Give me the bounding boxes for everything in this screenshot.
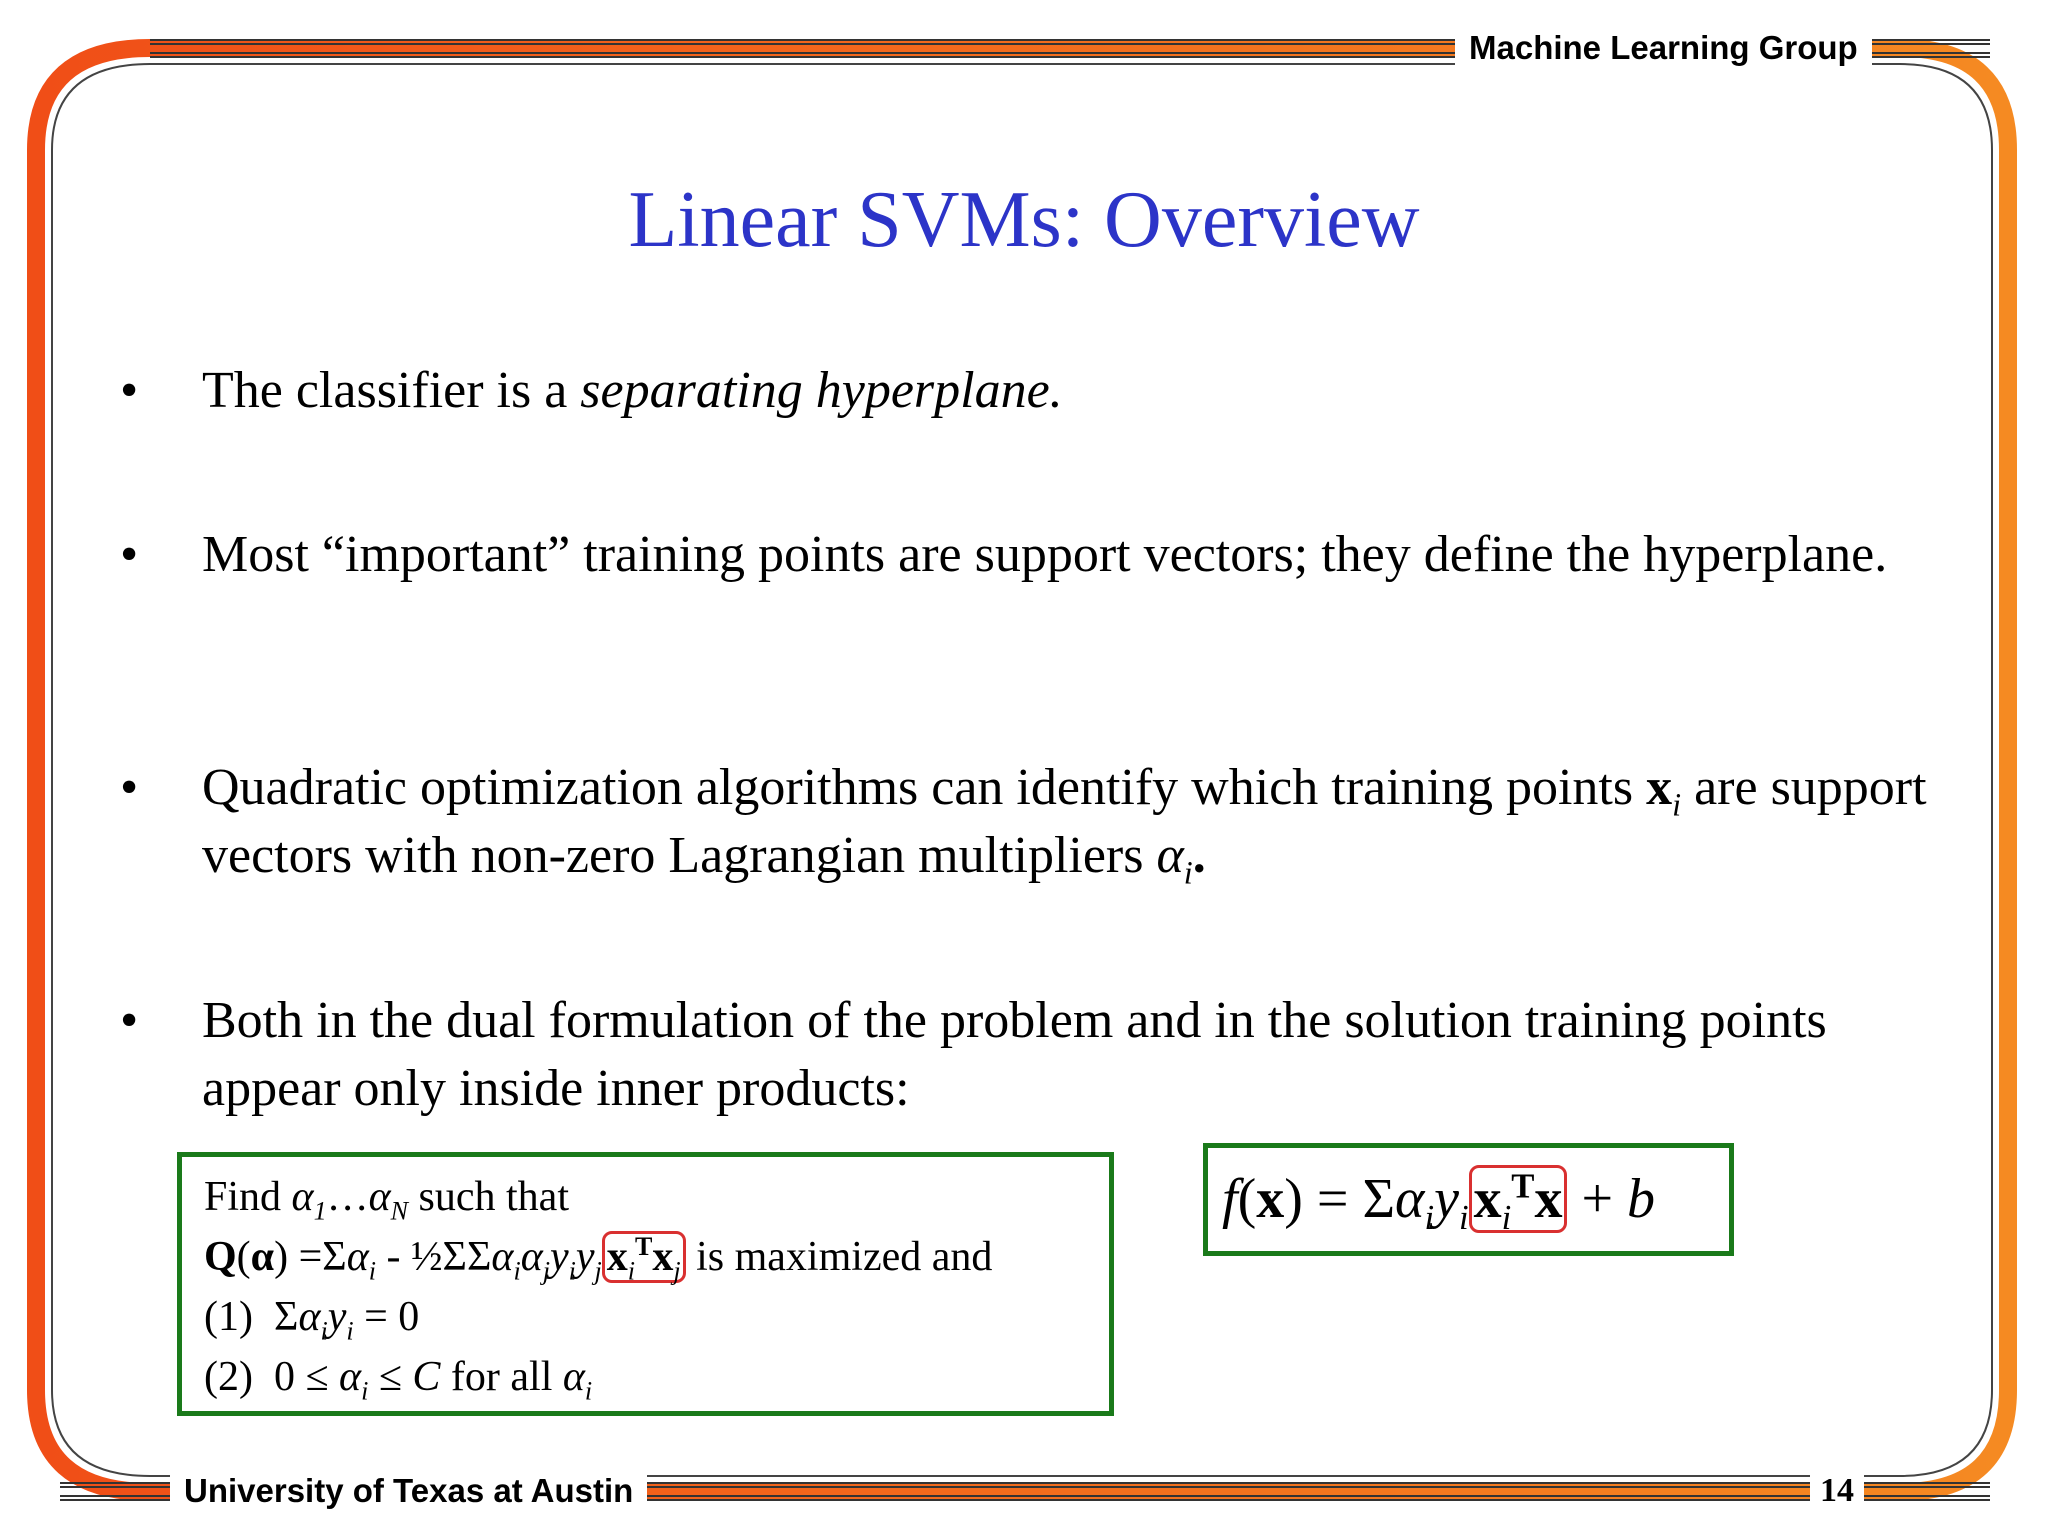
- inner-product-highlight: $x_i^Tx$: [1469, 1165, 1568, 1233]
- bullet-2: [120, 521, 1940, 589]
- decision-function: $f(x) = \Sigma\alpha_iy_ix_i^Tx + b$: [1222, 1166, 1656, 1238]
- bullet-3-text-b: are support vectors with non-zero Lagrangian multipliers: [202, 759, 1927, 884]
- dual-problem-box: [177, 1152, 1114, 1416]
- decision-function-box: [1203, 1143, 1734, 1256]
- bullet-3-text-a: Quadratic optimization algorithms can identify which training points: [202, 759, 1647, 816]
- bullet-1-text: The classifier is a: [202, 362, 581, 419]
- bullet-mark: •: [120, 759, 139, 816]
- header-org-label: Machine Learning Group: [1455, 24, 1872, 72]
- page-number: 14: [1810, 1466, 1864, 1516]
- bullet-2-text: Most “important” training points are support vectors; they define the hyperplane.: [202, 526, 1888, 583]
- bullet-mark: •: [120, 362, 139, 419]
- slide-title: Linear SVMs: Overview: [628, 176, 1420, 264]
- dual-line-objective: $Q(\alpha) =\Sigma\alpha_i$ - $\frac{1}{2}\Sigma\Sigma\alpha_i\alpha_jy_iy_j$ $x_i^Tx_j$ is maximized and: [204, 1232, 993, 1286]
- bullet-mark: •: [120, 992, 139, 1049]
- dual-line-constraint-2: (2) $0 \le \alpha_i \le C$ for all $\alpha_i$: [204, 1354, 593, 1406]
- bullet-4-text: Both in the dual formulation of the problem and in the solution training points appear only inside inner products:: [202, 992, 1827, 1117]
- dual-line-find: Find $\alpha_1\dots\alpha_N$ such that: [204, 1174, 569, 1226]
- inner-product-highlight: $x_i^Tx_j$: [602, 1231, 686, 1283]
- bullet-4: [120, 987, 1940, 1123]
- bullet-1-emphasis: separating hyperplane.: [580, 362, 1063, 419]
- bullet-mark: •: [120, 526, 139, 583]
- bullet-1: [120, 357, 1940, 425]
- dual-line-constraint-1: (1) $\Sigma\alpha_iy_i = 0$: [204, 1294, 420, 1346]
- footer-university-label: University of Texas at Austin: [170, 1467, 647, 1515]
- bullet-3: • Quadratic optimization algorithms can identify which training points $x_i$ are support vectors with non-zero Lagrangian multipliers $\alpha_i$.: [120, 754, 1940, 890]
